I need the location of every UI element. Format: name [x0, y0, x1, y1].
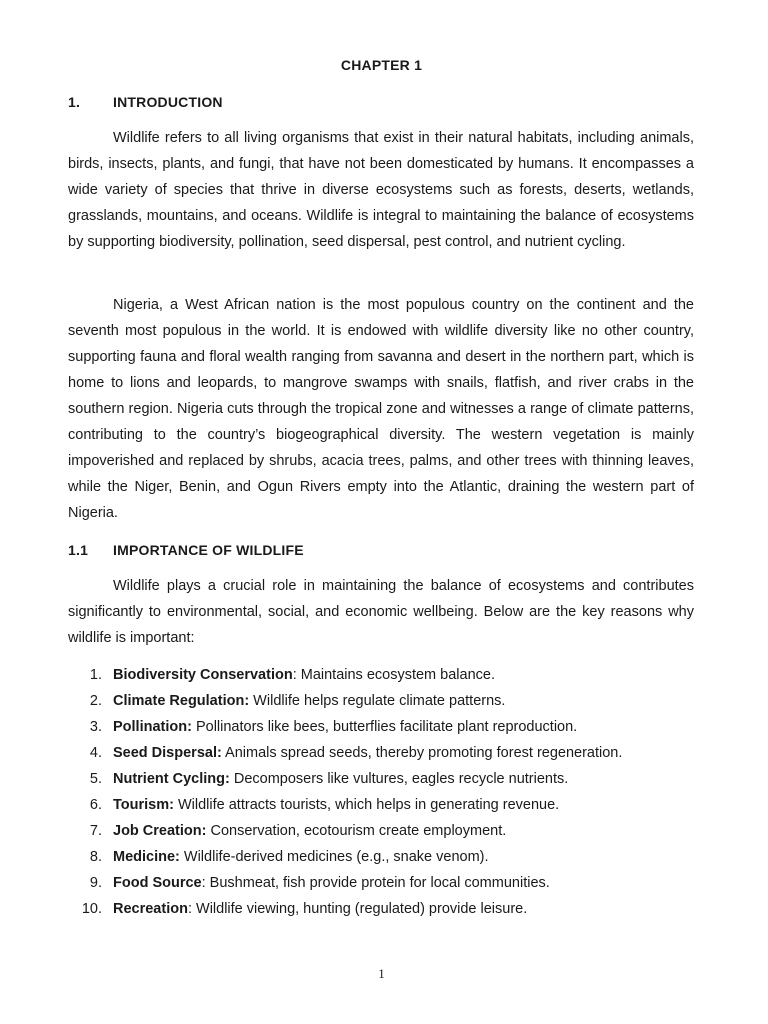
section-heading-importance — [68, 542, 304, 558]
importance-list — [68, 662, 708, 922]
chapter-title: CHAPTER 1 — [340, 57, 423, 73]
list-item: 8. Medicine: Wildlife-derived medicines (e.g., snake venom). — [89, 849, 489, 865]
list-item-desc: Wildlife helps regulate climate patterns. — [249, 693, 506, 709]
list-item: 3. Pollination: Pollinators like bees, butterflies facilitate plant reproduction. — [89, 719, 578, 735]
importance-paragraph: Wildlife plays a crucial role in maintaining the balance of ecosystems and contributes significantly to environmental, social, and economic wellbeing. Below are the key reasons why wildlife is important: — [68, 578, 694, 646]
list-item-desc: Animals spread seeds, thereby promoting forest regeneration. — [221, 745, 623, 761]
list-item: 2. Climate Regulation: Wildlife helps regulate climate patterns. — [89, 693, 506, 709]
list-item-term: Medicine: — [113, 849, 180, 865]
list-item-term: Pollination: — [113, 719, 192, 735]
intro-paragraph-1: Wildlife refers to all living organisms that exist in their natural habitats, including animals, birds, insects, plants, and fungi, that have not been domesticated by humans. It encompasses a wide variety of species that thrive in diverse ecosystems such as forests, deserts, wetlands, grasslands, mountains, and oceans. Wildlife is integral to maintaining the balance of ecosystems by supporting biodiversity, pollination, seed dispersal, pest control, and nutrient cycling. — [68, 130, 694, 250]
list-item: 9. Food Source: Bushmeat, fish provide protein for local communities. — [89, 875, 550, 891]
list-item-term: Climate Regulation: — [113, 693, 250, 709]
section-number: 1. — [68, 94, 81, 110]
list-item: 7. Job Creation: Conservation, ecotourism create employment. — [89, 823, 507, 839]
list-item-term: Recreation — [113, 901, 188, 917]
list-item-term: Job Creation: — [113, 823, 207, 839]
list-item-desc: Wildlife attracts tourists, which helps in generating revenue. — [173, 797, 560, 813]
list-item-desc: Bushmeat, fish provide protein for local communities. — [205, 875, 550, 891]
list-item-term: Nutrient Cycling: — [113, 771, 230, 787]
section-title: INTRODUCTION — [113, 94, 223, 110]
list-item-desc: Decomposers like vultures, eagles recycle nutrients. — [229, 771, 569, 787]
section-title: IMPORTANCE OF WILDLIFE — [113, 542, 304, 558]
list-item-term: Biodiversity Conservation — [113, 667, 293, 683]
intro-paragraph-2: Nigeria, a West African nation is the most populous country on the continent and the seventh most populous in the world. It is endowed with wildlife diversity like no other country, supporting fauna and floral wealth ranging from savanna and desert in the northern part, which is home to lions and leopards, to mangrove swamps with snails, flatfish, and river crabs in the southern region. Nigeria cuts through the tropical zone and witnesses a range of climate patterns, contributing to the country’s biogeographical diversity. The western vegetation is mainly impoverished and replaced by shrubs, acacia trees, palms, and other trees with thinning leaves, while the Niger, Benin, and Ogun Rivers empty into the Atlantic, draining the western part of Nigeria. — [68, 297, 694, 521]
list-item-desc: Pollinators like bees, butterflies facilitate plant reproduction. — [191, 719, 578, 735]
list-item-desc: Maintains ecosystem balance. — [296, 667, 495, 683]
list-item-desc: Wildlife viewing, hunting (regulated) provide leisure. — [191, 901, 528, 917]
list-item: 10. Recreation: Wildlife viewing, hunting (regulated) provide leisure. — [81, 901, 528, 917]
list-item: 6. Tourism: Wildlife attracts tourists, which helps in generating revenue. — [89, 797, 560, 813]
page-number: 1 — [378, 966, 385, 981]
list-item-term: Tourism: — [113, 797, 174, 813]
list-item: 5. Nutrient Cycling: Decomposers like vultures, eagles recycle nutrients. — [89, 771, 569, 787]
list-item: 4. Seed Dispersal: Animals spread seeds, thereby promoting forest regeneration. — [89, 745, 623, 761]
section-heading-introduction — [68, 94, 223, 110]
section-number: 1.1 — [68, 542, 89, 558]
list-item: 1. Biodiversity Conservation: Maintains ecosystem balance. — [89, 667, 495, 683]
list-item-desc: Wildlife-derived medicines (e.g., snake venom). — [179, 849, 489, 865]
list-item-term: Food Source — [113, 875, 202, 891]
list-item-desc: Conservation, ecotourism create employment. — [206, 823, 507, 839]
list-item-term: Seed Dispersal: — [113, 745, 222, 761]
